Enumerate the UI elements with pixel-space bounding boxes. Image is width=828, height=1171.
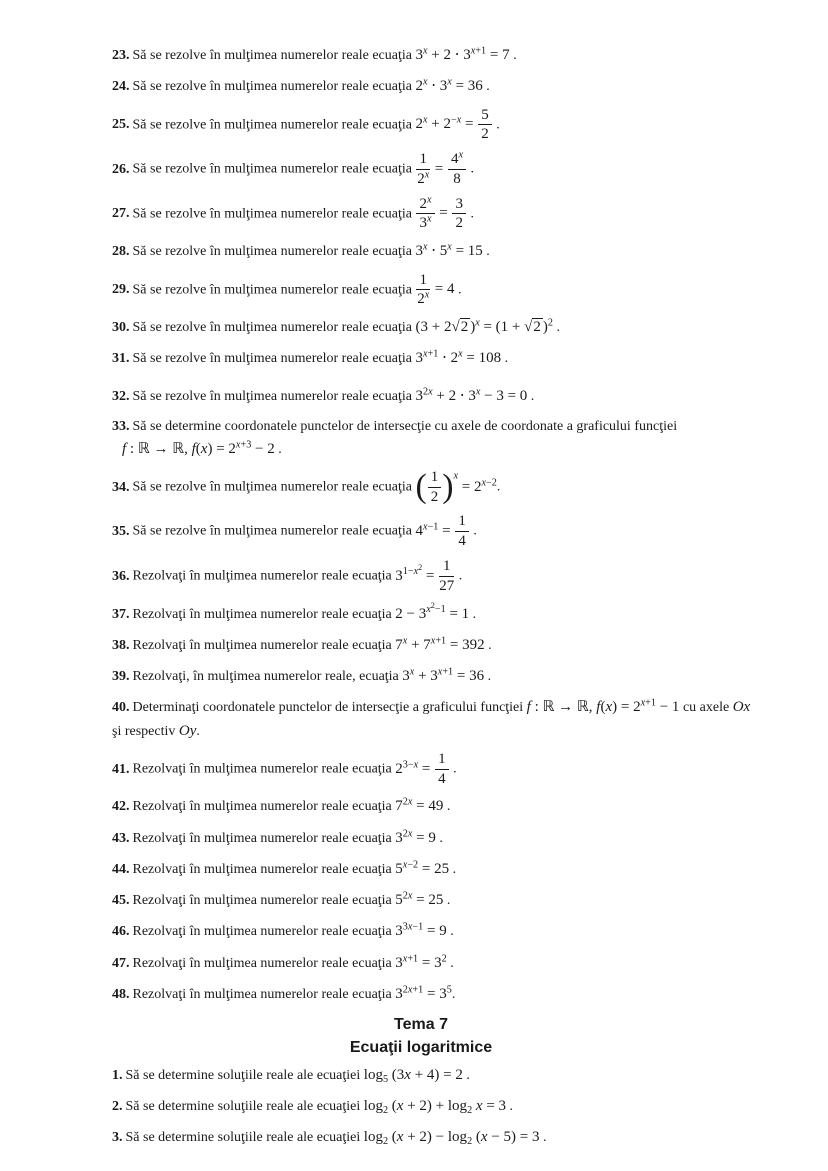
problem-text: . [466,206,474,222]
problem-text: . [482,244,490,260]
problem-text: . [451,986,456,1002]
problem-text: Să se rezolve în mulţimea numerelor reale ecuaţia [132,79,416,95]
problem-text: . [274,441,282,457]
problem-item [112,795,760,818]
problem-number: 42. [112,799,130,815]
problem-number: 25. [112,117,130,133]
problem-math: $\frac{1}{2^x}$ = 4 [417,271,455,308]
problem-number: 40. [112,700,130,716]
problem-text: . [552,320,560,336]
problem-item [112,634,760,657]
problem-math: $\log_5 (3x + 4) = 2$ [363,1066,463,1086]
problem-number: 45. [112,893,130,909]
problem-text: . [446,955,454,971]
problem-number: 28. [112,244,130,260]
problem-text: . [469,606,477,622]
problem-number: 30. [112,320,130,336]
problem-text: Determinaţi coordonatele punctelor de intersecţie a graficului funcţiei [132,700,527,716]
problem-text: . [482,79,490,95]
problem-number: 39. [112,669,130,685]
problem-number: 3. [112,1130,123,1146]
problem-item [112,1095,760,1118]
problem-math: $7^x + 7^{x+1} = 392$ [395,635,485,653]
problem-math: $4^{x-1}$ = $\frac{1}{4}$ [415,523,469,539]
problem-math: $3^{x+1} \cdot 2^x = 108$ [415,348,502,367]
problem-text: Să se rezolve în mulţimea numerelor reale ecuaţia [132,479,416,495]
problem-text: Să se determine soluţiile reale ale ecuaţiei [125,1067,364,1083]
problem-math: Oy [178,722,197,739]
problem-number: 44. [112,861,130,877]
problem-text: . [539,1130,547,1146]
problem-number: 32. [112,388,130,404]
problem-math: $2^{3-x}$ = $\frac{1}{4}$ [395,761,449,777]
problem-text: Să se rezolve în mulţimea numerelor reale ecuaţia [132,244,416,260]
problem-math: $3^x + 3^{x+1} = 36$ [402,666,485,685]
section-heading [112,1014,730,1059]
problem-math: ( $\frac{1}{2}$ )$^x = 2^{x-2}$ [415,467,497,505]
problem-text: . [466,161,474,177]
problem-text: . [501,351,509,367]
problem-math: $7^{2x} = 49$ [395,796,444,815]
problem-text: . [484,669,492,685]
problem-text: Să se rezolve în mulţimea numerelor reale ecuaţia [132,320,416,336]
problem-text: . [443,799,451,815]
problem-item [112,75,760,98]
problem-math: $5^{x-2} = 25$ [395,859,450,877]
problem-number: 46. [112,924,130,940]
problem-number: 24. [112,79,130,95]
problem-text: . [509,48,517,63]
problem-text: . [196,723,200,739]
problem-math: $2^x + 2^{-x}$ = $\frac{5}{2}$ [415,116,492,132]
problem-text: Să se rezolve în mulţimea numerelor reale ecuaţia [132,206,416,222]
problem-text: şi respectiv [112,723,179,739]
problem-text: . [446,924,454,940]
problem-number: 47. [112,955,130,971]
problem-text: . [492,117,500,133]
problem-text: Rezolvaţi în mulţimea numerelor reale ecuaţia [132,924,396,940]
problem-item [112,469,760,506]
problem-number: 23. [112,48,130,63]
problem-item [112,107,760,144]
problem-number: 27. [112,206,130,222]
problem-text: Rezolvaţi în mulţimea numerelor reale ecuaţia [132,761,396,777]
problem-math: $3^{x+1} = 3^2$ [395,953,447,971]
problem-number: 37. [112,606,130,622]
problem-math: $5^{2x} = 25$ [395,890,444,909]
problem-item [112,1064,760,1087]
problem-math: $3^x \cdot 5^x = 15$ [415,241,483,260]
problem-text: Să se rezolve în mulţimea numerelor reale ecuaţia [132,388,416,404]
problem-text: Să se rezolve în mulţimea numerelor reale ecuaţia [132,48,416,63]
problem-item [112,558,760,595]
problem-text: . [506,1099,514,1115]
problem-item [112,696,760,743]
problem-math: $\frac{1}{2^x}$ = $\frac{4^x}{8}$ [415,161,467,177]
problem-number: 31. [112,351,130,367]
problem-text: Să se determine soluţiile reale ale ecuaţiei [125,1099,364,1115]
problem-number: 29. [112,282,130,298]
problem-math: $3^{3x-1} = 9$ [395,921,447,940]
problem-text: Să se rezolve în mulţimea numerelor reale ecuaţia [132,351,416,367]
problem-math: $3^{1-x^2}$ = $\frac{1}{27}$ [395,558,455,594]
problem-math: $\frac{2^x}{3^x}$ = $\frac{3}{2}$ [415,205,467,221]
problem-text: cu axele [679,700,733,716]
problem-math: (3 + 2√2 )$^x$ = (1 + √2 )$^2$ [415,317,553,336]
problem-number: 38. [112,637,130,653]
problem-item [112,44,760,67]
problem-number: 36. [112,568,130,584]
section-subtitle: Ecuaţii logaritmice [349,1038,493,1056]
problem-number: 34. [112,479,130,495]
problem-item [112,889,760,912]
problem-text: . [527,388,535,404]
problem-text: Rezolvaţi în mulţimea numerelor reale ecuaţia [132,893,396,909]
problem-item [112,952,760,975]
problem-text: Rezolvaţi în mulţimea numerelor reale ecuaţia [132,955,396,971]
problem-text: . [435,830,443,846]
problem-math: $\log_2 (x + 2) + \log_2 x = 3$ [363,1098,507,1117]
problem-text: Rezolvaţi în mulţimea numerelor reale ecuaţia [132,606,396,622]
problem-text: Rezolvaţi în mulţimea numerelor reale ecuaţia [132,830,396,846]
problem-text: Să se rezolve în mulţimea numerelor reale ecuaţia [132,524,416,540]
problem-math: $\log_2 (x + 2) - \log_2 (x - 5) = 3$ [363,1129,540,1148]
problem-item [112,196,760,233]
problem-item [112,983,760,1006]
problem-text: . [462,1067,470,1083]
logarithmic-problems-list [112,1064,760,1150]
problem-math: $3^{2x} + 2 \cdot 3^x - 3 = 0$ [415,386,528,404]
problem-number: 35. [112,524,130,540]
problem-text: Rezolvaţi în mulţimea numerelor reale ecuaţia [132,986,396,1002]
problem-number: 26. [112,161,130,177]
problem-text: Rezolvaţi în mulţimea numerelor reale ecuaţia [132,637,396,653]
problem-text: Rezolvaţi, în mulţimea numerelor reale, ecuaţia [132,669,403,685]
problem-number: 1. [112,1067,123,1083]
problem-item [112,240,760,263]
problem-item [112,385,760,408]
problem-text: . [454,282,462,298]
problem-math: Ox [732,699,751,716]
problem-text: Rezolvaţi în mulţimea numerelor reale ecuaţia [132,861,396,877]
problem-item [112,151,760,188]
problem-text: . [484,637,492,653]
problem-text: . [449,861,457,877]
problem-item [112,827,760,850]
problem-item [112,272,760,309]
problem-text: Rezolvaţi în mulţimea numerelor reale ecuaţia [132,799,396,815]
problem-text: . [449,761,457,777]
problem-item [112,316,760,339]
problem-text: . [443,893,451,909]
problem-item [112,751,760,788]
problem-text: . [496,479,501,495]
problem-math: $3^{2x+1} = 3^5$ [395,984,452,1002]
problem-number: 2. [112,1099,123,1115]
problem-number: 43. [112,830,130,846]
problem-math: f : ℝ → ℝ, $f(x) = 2^{x+1} - 1$ [526,697,680,716]
problem-math: $3^{2x} = 9$ [395,828,436,846]
problem-number: 33. [112,418,130,434]
problem-text: Rezolvaţi în mulţimea numerelor reale ecuaţia [132,568,396,584]
problem-item [112,920,760,943]
problem-math: $2^x \cdot 3^x = 36$ [415,76,483,95]
problem-text: . [469,524,477,540]
problem-item [112,1126,760,1149]
exponential-problems-list [112,44,760,1006]
problem-item [112,858,760,881]
problem-item [112,347,760,370]
problem-text: Să se rezolve în mulţimea numerelor reale ecuaţia [132,161,416,177]
problem-number: 48. [112,986,130,1002]
problem-math: f : ℝ → ℝ, $f(x) = 2^{x+3} - 2$ [122,438,275,457]
problem-math: $3^x + 2 \cdot 3^{x+1} = 7$ [415,45,510,63]
problem-math: $2 - 3^{x^2-1} = 1$ [395,600,470,622]
section-title: Tema 7 [394,1016,448,1034]
problem-text: Să se determine coordonatele punctelor de intersecţie cu axele de coordonate a graficului funcţiei [132,418,678,434]
problem-item [112,600,760,626]
problem-text: . [455,568,463,584]
problem-item [112,416,760,461]
problem-item [112,665,760,688]
problem-item [112,513,760,550]
problem-text: Să se determine soluţiile reale ale ecuaţiei [125,1130,364,1146]
problem-text: Să se rezolve în mulţimea numerelor reale ecuaţia [132,117,416,133]
problem-text: Să se rezolve în mulţimea numerelor reale ecuaţia [132,282,416,298]
problem-number: 41. [112,761,130,777]
